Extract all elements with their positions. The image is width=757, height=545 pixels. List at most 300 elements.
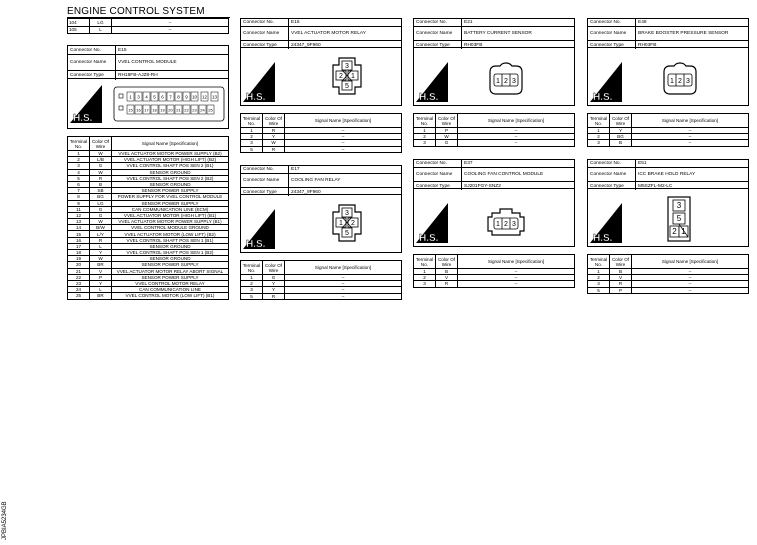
cell-signal: CAN COMMUNICATION LINE (ECM) bbox=[112, 206, 229, 212]
cell-color: B bbox=[436, 269, 458, 275]
cell-signal: – bbox=[632, 140, 749, 146]
cell-color: R bbox=[610, 281, 632, 287]
cell-terminal: 104 bbox=[68, 19, 90, 27]
e48-connector-face bbox=[658, 62, 702, 96]
pin-label: 19 bbox=[160, 107, 165, 113]
connector-no-label: Connector No. bbox=[588, 19, 636, 26]
cell-terminal: 1 bbox=[241, 128, 263, 134]
cell-signal: SENSOR GROUND bbox=[112, 181, 229, 187]
e48-picture bbox=[587, 48, 749, 106]
terminal-no-header: Terminal No. bbox=[414, 255, 436, 269]
terminal-no-header: Terminal No. bbox=[414, 114, 436, 128]
connector-type: RH03FB bbox=[638, 42, 657, 48]
side-code: JPBIA5234GB bbox=[2, 501, 8, 540]
cell-color: Y bbox=[263, 287, 285, 293]
cell-terminal: 15 bbox=[68, 231, 90, 237]
cell-terminal: 2 bbox=[68, 157, 90, 163]
cell-signal: SENSOR GROUND bbox=[112, 169, 229, 175]
signal-name-header: Signal Name [Specification] bbox=[285, 114, 402, 128]
e21-info bbox=[413, 18, 575, 48]
terminal-no-header: Terminal No. bbox=[588, 114, 610, 128]
pin-label: 5 bbox=[153, 94, 156, 100]
cell-terminal: 12 bbox=[68, 212, 90, 218]
pin-label: 5 bbox=[676, 214, 682, 223]
cell-color: BR bbox=[90, 293, 112, 299]
cell-terminal: 14 bbox=[68, 225, 90, 231]
e16-connector-face bbox=[327, 56, 367, 96]
cell-signal: – bbox=[112, 26, 229, 34]
cell-signal: SENSOR POWER SUPPLY bbox=[112, 262, 229, 268]
cell-color: Y bbox=[263, 281, 285, 287]
table-row bbox=[414, 281, 575, 287]
connector-type-label: Connector Type bbox=[588, 41, 636, 49]
color-wire-header: Color Of Wire bbox=[436, 255, 458, 269]
table-row bbox=[588, 287, 749, 293]
color-wire-header: Color Of Wire bbox=[263, 261, 285, 275]
connector-type-label: Connector Type bbox=[414, 41, 462, 49]
cell-signal: – bbox=[285, 140, 402, 146]
connector-type: 24347_9F960 bbox=[291, 189, 321, 195]
pin-label: 10 bbox=[191, 94, 198, 100]
cell-terminal: 3 bbox=[241, 287, 263, 293]
cell-color: B bbox=[610, 140, 632, 146]
color-wire-header: Color Of Wire bbox=[436, 114, 458, 128]
cell-color: W bbox=[90, 219, 112, 225]
cell-signal: – bbox=[285, 275, 402, 281]
pin-label: 3 bbox=[676, 201, 682, 210]
cell-terminal: 21 bbox=[68, 268, 90, 274]
table-row bbox=[414, 140, 575, 146]
connector-type: M5SZFL-M2-LC bbox=[638, 183, 673, 189]
e48-terminal-table bbox=[587, 113, 749, 147]
cell-terminal: 1 bbox=[414, 128, 436, 134]
pin-label: 17 bbox=[144, 107, 149, 113]
pin-label: 23 bbox=[192, 107, 197, 113]
pin-label: 21 bbox=[176, 107, 181, 113]
pin-label: 1 bbox=[496, 78, 500, 85]
pin-label: 2 bbox=[339, 73, 343, 80]
pin-label: 20 bbox=[168, 107, 173, 113]
cell-signal: VVEL CONTROL MODULE GROUND bbox=[112, 225, 229, 231]
pin-label: 7 bbox=[169, 94, 172, 100]
cell-signal: VVEL ACTUATOR MOTOR POWER SUPPLY (B1) bbox=[112, 219, 229, 225]
e21-connector-face bbox=[484, 62, 528, 96]
cell-color: W bbox=[90, 169, 112, 175]
pin-label: 2 bbox=[672, 227, 677, 236]
signal-name-header: Signal Name [Specification] bbox=[632, 255, 749, 269]
cell-signal: POWER SUPPLY FOR VVEL CONTROL MODULE bbox=[112, 194, 229, 200]
cell-terminal: 1 bbox=[588, 269, 610, 275]
cell-color: P bbox=[610, 287, 632, 293]
e17-connector-face bbox=[327, 203, 367, 243]
cell-signal: – bbox=[632, 287, 749, 293]
table-row bbox=[68, 19, 229, 27]
pin-label: 24 bbox=[200, 107, 205, 113]
pin-label: 1 bbox=[496, 221, 500, 228]
pin-label: 4 bbox=[145, 94, 148, 100]
e21-picture bbox=[413, 48, 575, 106]
connector-no-label: Connector No. bbox=[68, 46, 116, 54]
connector-name: VVEL CONTROL MODULE bbox=[118, 60, 177, 65]
connector-name-label: Connector Name bbox=[414, 27, 462, 40]
e15-info bbox=[67, 45, 229, 79]
cell-signal: SENSOR POWER SUPPLY bbox=[112, 188, 229, 194]
svg-text:H.S.: H.S. bbox=[246, 239, 266, 250]
connector-type-label: Connector Type bbox=[588, 182, 636, 190]
cell-signal: – bbox=[285, 134, 402, 140]
pin-label: 13 bbox=[211, 94, 218, 100]
cell-color: Y bbox=[90, 280, 112, 286]
connector-name: VVEL ACTUATOR MOTOR RELAY bbox=[291, 31, 366, 36]
svg-text:H.S.: H.S. bbox=[593, 233, 613, 244]
cell-signal: – bbox=[632, 269, 749, 275]
connector-name-label: Connector Name bbox=[588, 168, 636, 181]
cell-terminal: 2 bbox=[414, 134, 436, 140]
color-wire-header: Color Of Wire bbox=[90, 137, 112, 151]
connector-type: RH18FB-AJZ8-RH bbox=[118, 73, 158, 78]
cell-terminal: 18 bbox=[68, 250, 90, 256]
connector-name-label: Connector Name bbox=[588, 27, 636, 40]
table-row bbox=[68, 293, 229, 299]
signal-name-header: Signal Name [Specification] bbox=[632, 114, 749, 128]
cell-signal: VVEL CONTROL MOTOR (LOW LIFT) (B1) bbox=[112, 293, 229, 299]
e48-info bbox=[587, 18, 749, 48]
cell-terminal: 13 bbox=[68, 219, 90, 225]
pin-label: 3 bbox=[345, 210, 349, 217]
pin-label: 22 bbox=[184, 107, 189, 113]
cell-signal: – bbox=[285, 128, 402, 134]
cell-terminal: 3 bbox=[588, 281, 610, 287]
cell-color: V bbox=[436, 275, 458, 281]
page-title: ENGINE CONTROL SYSTEM bbox=[67, 6, 205, 17]
e15-connector-face bbox=[113, 86, 225, 122]
connector-no-label: Connector No. bbox=[241, 166, 289, 173]
cell-terminal: 2 bbox=[588, 134, 610, 140]
top-terminal-table bbox=[67, 18, 229, 34]
cell-color: BG bbox=[90, 194, 112, 200]
pin-label: 3 bbox=[345, 63, 349, 70]
pin-label: 1 bbox=[351, 73, 355, 80]
cell-color: V bbox=[610, 275, 632, 281]
pin-label: 8 bbox=[177, 94, 180, 100]
hs-triangle-icon bbox=[241, 60, 277, 104]
connector-name: COOLING FAN RELAY bbox=[291, 178, 341, 183]
cell-terminal: 1 bbox=[241, 275, 263, 281]
connector-no: E48 bbox=[638, 20, 647, 25]
pin-label: 15 bbox=[128, 107, 133, 113]
e37-terminal-table bbox=[413, 254, 575, 288]
cell-signal: – bbox=[285, 281, 402, 287]
cell-terminal: 1 bbox=[588, 128, 610, 134]
cell-color: L/B bbox=[90, 157, 112, 163]
table-row bbox=[241, 293, 402, 299]
pin-label: 2 bbox=[504, 78, 508, 85]
svg-text:H.S.: H.S. bbox=[419, 92, 439, 103]
cell-signal: – bbox=[458, 128, 575, 134]
cell-color: G bbox=[90, 163, 112, 169]
cell-signal: – bbox=[458, 275, 575, 281]
connector-type: SJ201FGY-SNZ2 bbox=[464, 183, 501, 189]
cell-terminal: 24 bbox=[68, 287, 90, 293]
cell-terminal: 2 bbox=[414, 275, 436, 281]
cell-color: BR bbox=[90, 262, 112, 268]
cell-signal: VVEL CONTROL MOTOR RELAY bbox=[112, 280, 229, 286]
cell-color: B bbox=[90, 181, 112, 187]
cell-terminal: 2 bbox=[241, 281, 263, 287]
cell-terminal: 20 bbox=[68, 262, 90, 268]
cell-terminal: 5 bbox=[241, 293, 263, 299]
connector-name-label: Connector Name bbox=[68, 55, 116, 70]
pin-label: 2 bbox=[504, 221, 508, 228]
connector-no-label: Connector No. bbox=[414, 19, 462, 26]
cell-color: L/Y bbox=[90, 231, 112, 237]
connector-name: BATTERY CURRENT SENSOR bbox=[464, 31, 532, 36]
cell-terminal: 19 bbox=[68, 256, 90, 262]
pin-label: 5 bbox=[345, 230, 349, 237]
pin-label: 3 bbox=[686, 78, 690, 85]
svg-text:H.S.: H.S. bbox=[419, 233, 439, 244]
connector-name-label: Connector Name bbox=[241, 27, 289, 40]
connector-no-label: Connector No. bbox=[241, 19, 289, 26]
connector-name-label: Connector Name bbox=[241, 174, 289, 187]
e51-terminal-table bbox=[587, 254, 749, 294]
color-wire-header: Color Of Wire bbox=[263, 114, 285, 128]
cell-terminal: 5 bbox=[588, 287, 610, 293]
cell-signal: VVEL CONTROL SHAFT POS SEN 2 (B2) bbox=[112, 175, 229, 181]
cell-color: R bbox=[90, 175, 112, 181]
cell-terminal: 6 bbox=[68, 181, 90, 187]
connector-name: COOLING FAN CONTROL MODULE bbox=[464, 172, 544, 177]
cell-color: P bbox=[436, 128, 458, 134]
cell-color: B bbox=[610, 269, 632, 275]
e21-terminal-table bbox=[413, 113, 575, 147]
cell-terminal: 25 bbox=[68, 293, 90, 299]
cell-signal: SENSOR GROUND bbox=[112, 256, 229, 262]
cell-signal: – bbox=[458, 269, 575, 275]
cell-color: W bbox=[263, 140, 285, 146]
cell-color: R bbox=[436, 281, 458, 287]
cell-signal: SENSOR POWER SUPPLY bbox=[112, 200, 229, 206]
connector-no-label: Connector No. bbox=[588, 160, 636, 167]
connector-no-label: Connector No. bbox=[414, 160, 462, 167]
connector-no: E21 bbox=[464, 20, 473, 25]
signal-name-header: Signal Name [Specification] bbox=[285, 261, 402, 275]
e51-info bbox=[587, 159, 749, 189]
signal-name-header: Signal Name [Specification] bbox=[458, 114, 575, 128]
cell-terminal: 4 bbox=[68, 169, 90, 175]
cell-color: B/W bbox=[90, 225, 112, 231]
cell-signal: – bbox=[112, 19, 229, 27]
e37-picture bbox=[413, 189, 575, 247]
e51-connector-face bbox=[662, 195, 696, 243]
cell-terminal: 17 bbox=[68, 243, 90, 249]
cell-color: L bbox=[90, 243, 112, 249]
e17-picture bbox=[240, 195, 402, 253]
cell-terminal: 9 bbox=[68, 200, 90, 206]
cell-color: W bbox=[436, 134, 458, 140]
cell-color: G bbox=[263, 275, 285, 281]
terminal-no-header: Terminal No. bbox=[68, 137, 90, 151]
cell-terminal: 5 bbox=[68, 175, 90, 181]
pin-label: 2 bbox=[678, 78, 682, 85]
pin-label: 3 bbox=[512, 78, 516, 85]
cell-signal: VVEL CONTROL SHAFT POS SEN 2 (B1) bbox=[112, 163, 229, 169]
cell-signal: CAN COMMUNICATION LINE bbox=[112, 287, 229, 293]
cell-terminal: 7 bbox=[68, 188, 90, 194]
cell-terminal: 2 bbox=[588, 275, 610, 281]
cell-signal: – bbox=[285, 287, 402, 293]
cell-color: Y bbox=[263, 134, 285, 140]
connector-no: E17 bbox=[291, 167, 300, 172]
cell-color: W bbox=[90, 151, 112, 157]
cell-color: R bbox=[263, 293, 285, 299]
hs-triangle-icon bbox=[588, 201, 624, 245]
cell-signal: – bbox=[458, 134, 575, 140]
cell-terminal: 3 bbox=[241, 140, 263, 146]
cell-signal: – bbox=[458, 140, 575, 146]
table-row bbox=[68, 26, 229, 34]
cell-terminal: 23 bbox=[68, 280, 90, 286]
cell-color: W bbox=[90, 256, 112, 262]
signal-name-header: Signal Name [Specification] bbox=[112, 137, 229, 151]
cell-signal: VVEL ACTUATOR MOTOR (HIGH LIFT) (B1) bbox=[112, 212, 229, 218]
cell-color: R bbox=[90, 237, 112, 243]
svg-text:H.S.: H.S. bbox=[246, 92, 266, 103]
cell-terminal: 3 bbox=[588, 140, 610, 146]
pin-label: 9 bbox=[185, 94, 188, 100]
cell-terminal: 3 bbox=[414, 140, 436, 146]
cell-signal: VVEL ACTUATOR MOTOR (LOW LIFT) (B2) bbox=[112, 231, 229, 237]
cell-color: G bbox=[436, 140, 458, 146]
color-wire-header: Color Of Wire bbox=[610, 255, 632, 269]
cell-signal: – bbox=[632, 128, 749, 134]
cell-terminal: 3 bbox=[68, 163, 90, 169]
hs-triangle-icon bbox=[414, 201, 450, 245]
pin-label: 1 bbox=[339, 220, 343, 227]
hs-triangle-icon bbox=[414, 60, 450, 104]
cell-color: P bbox=[90, 274, 112, 280]
cell-signal: VVEL CONTROL SHAFT POS SEN 1 (B1) bbox=[112, 237, 229, 243]
cell-terminal: 5 bbox=[241, 146, 263, 152]
cell-signal: – bbox=[632, 275, 749, 281]
e16-info bbox=[240, 18, 402, 48]
connector-name: ICC BRAKE HOLD RELAY bbox=[638, 172, 696, 177]
cell-color: G bbox=[90, 206, 112, 212]
cell-color: L bbox=[90, 287, 112, 293]
connector-type: 24347_9F960 bbox=[291, 42, 321, 48]
cell-signal: VVEL ACTUATOR MOTOR (HIGH LIFT) (B2) bbox=[112, 157, 229, 163]
connector-name: BRAKE BOOSTER PRESSURE SENSOR bbox=[638, 31, 729, 36]
e51-picture bbox=[587, 189, 749, 247]
cell-color: V bbox=[90, 268, 112, 274]
svg-text:H.S.: H.S. bbox=[73, 113, 93, 124]
pin-label: 3 bbox=[512, 221, 516, 228]
terminal-no-header: Terminal No. bbox=[241, 114, 263, 128]
connector-no: E51 bbox=[638, 161, 647, 166]
connector-type-label: Connector Type bbox=[241, 188, 289, 196]
cell-terminal: 16 bbox=[68, 237, 90, 243]
cell-terminal: 11 bbox=[68, 206, 90, 212]
svg-text:H.S.: H.S. bbox=[593, 92, 613, 103]
e17-info bbox=[240, 165, 402, 195]
cell-terminal: 8 bbox=[68, 194, 90, 200]
e15-picture bbox=[67, 79, 229, 129]
connector-no: E37 bbox=[464, 161, 473, 166]
pin-label: 1 bbox=[670, 78, 674, 85]
pin-label: 5 bbox=[345, 83, 349, 90]
cell-color: LG bbox=[90, 200, 112, 206]
pin-label: 1 bbox=[681, 227, 686, 236]
color-wire-header: Color Of Wire bbox=[610, 114, 632, 128]
pin-label: 18 bbox=[152, 107, 157, 113]
cell-signal: – bbox=[632, 134, 749, 140]
e15-terminal-table bbox=[67, 136, 229, 300]
cell-signal: – bbox=[285, 146, 402, 152]
cell-signal: VVEL ACTUATOR MOTOR RELAY ABORT SIGNAL bbox=[112, 268, 229, 274]
pin-label: 3 bbox=[137, 94, 140, 100]
connector-type-label: Connector Type bbox=[241, 41, 289, 49]
cell-signal: SENSOR GROUND bbox=[112, 243, 229, 249]
e16-picture bbox=[240, 48, 402, 106]
cell-signal: VVEL CONTROL SHAFT POS SEN 1 (B2) bbox=[112, 250, 229, 256]
cell-signal: – bbox=[458, 281, 575, 287]
cell-color: SB bbox=[90, 188, 112, 194]
connector-type-label: Connector Type bbox=[68, 71, 116, 80]
pin-label: 6 bbox=[161, 94, 164, 100]
pin-label: 12 bbox=[201, 94, 208, 100]
cell-signal: – bbox=[285, 293, 402, 299]
cell-color: R bbox=[263, 128, 285, 134]
hs-triangle-icon bbox=[241, 207, 277, 251]
cell-color: R bbox=[263, 146, 285, 152]
connector-no: E16 bbox=[291, 20, 300, 25]
cell-terminal: 1 bbox=[68, 151, 90, 157]
pin-label: 16 bbox=[136, 107, 141, 113]
hs-triangle-icon bbox=[588, 60, 624, 104]
pin-label: 25 bbox=[208, 107, 213, 113]
cell-signal: – bbox=[632, 281, 749, 287]
connector-type-label: Connector Type bbox=[414, 182, 462, 190]
e37-connector-face bbox=[484, 205, 528, 239]
connector-no: E15 bbox=[118, 47, 127, 53]
hs-triangle-icon bbox=[68, 83, 104, 125]
cell-terminal: 1 bbox=[414, 269, 436, 275]
cell-color: Y bbox=[90, 250, 112, 256]
cell-color: G bbox=[90, 212, 112, 218]
connector-name-label: Connector Name bbox=[414, 168, 462, 181]
e16-terminal-table bbox=[240, 113, 402, 153]
pin-label: 1 bbox=[129, 94, 132, 100]
connector-type: RH03FB bbox=[464, 42, 483, 48]
cell-terminal: 105 bbox=[68, 26, 90, 34]
cell-signal: VVEL ACTUATOR MOTOR POWER SUPPLY (B2) bbox=[112, 151, 229, 157]
signal-name-header: Signal Name [Specification] bbox=[458, 255, 575, 269]
e37-info bbox=[413, 159, 575, 189]
table-row bbox=[241, 146, 402, 152]
cell-terminal: 22 bbox=[68, 274, 90, 280]
terminal-no-header: Terminal No. bbox=[588, 255, 610, 269]
pin-label: 2 bbox=[351, 220, 355, 227]
cell-color: L bbox=[90, 26, 112, 34]
table-row bbox=[588, 140, 749, 146]
cell-color: LG bbox=[90, 19, 112, 27]
cell-signal: SENSOR POWER SUPPLY bbox=[112, 274, 229, 280]
cell-color: Y bbox=[610, 128, 632, 134]
terminal-no-header: Terminal No. bbox=[241, 261, 263, 275]
cell-terminal: 3 bbox=[414, 281, 436, 287]
cell-color: BG bbox=[610, 134, 632, 140]
cell-terminal: 2 bbox=[241, 134, 263, 140]
